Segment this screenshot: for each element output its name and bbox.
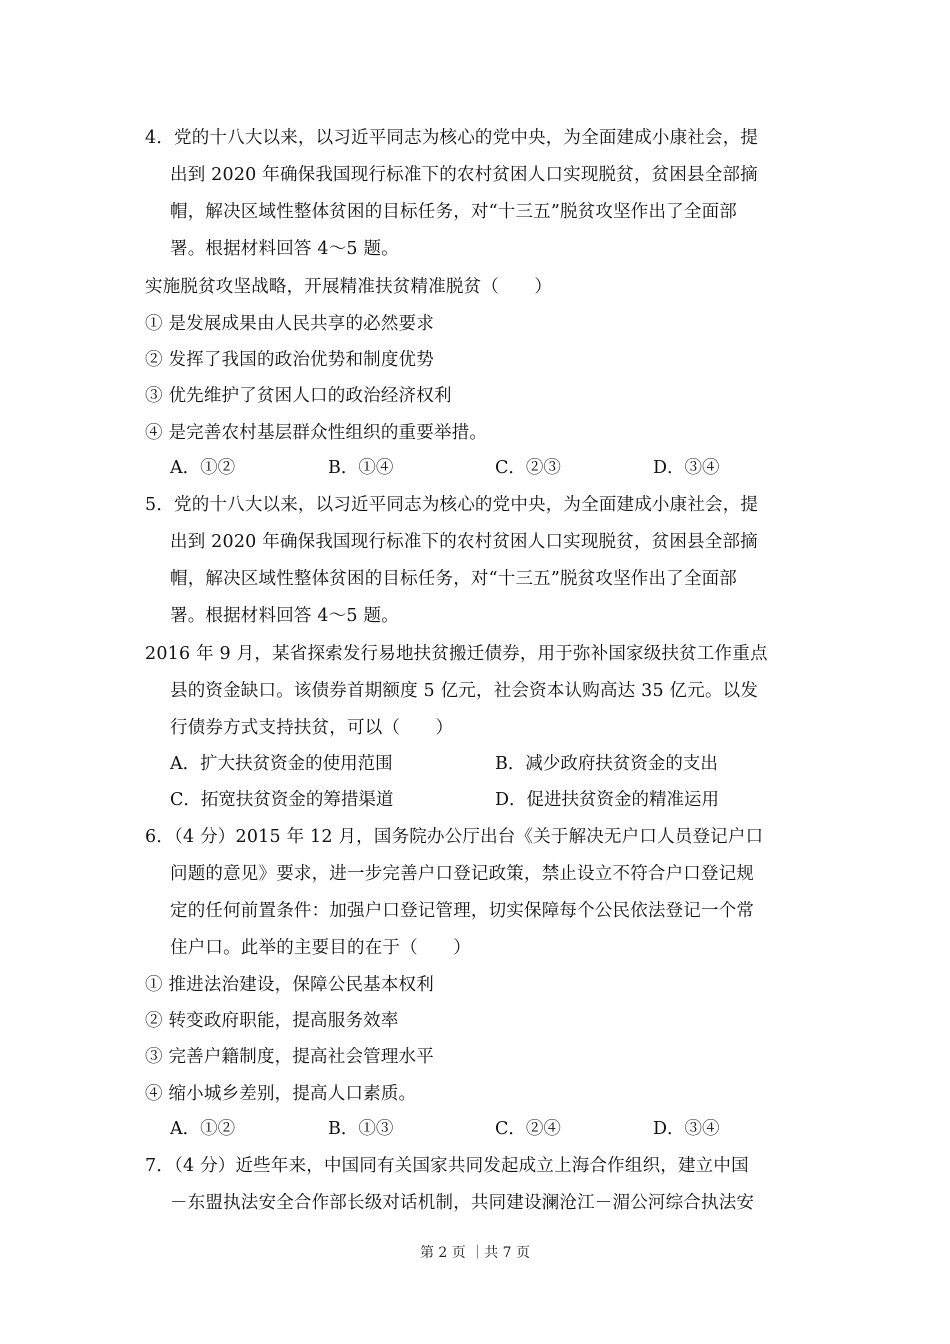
q4-item-4: ④ 是完善农村基层群众性组织的重要举措。 [145,423,488,443]
q5-option-d: D．促进扶贫资金的精准运用 [495,790,720,810]
q7-stem-line-2: －东盟执法安全合作部长级对话机制，共同建设澜沧江－湄公河综合执法安 [170,1193,755,1213]
q5-question-line-2: 县的资金缺口。该债券首期额度 5 亿元，社会资本认购高达 35 亿元。以发 [170,681,759,701]
q4-option-c: C．②③ [495,458,561,478]
page-footer: 第 2 页 ｜共 7 页 [419,1245,531,1261]
q4-option-d: D．③④ [653,458,720,478]
q5-stem-line-3: 帽，解决区域性整体贫困的目标任务，对“十三五”脱贫攻坚作出了全面部 [170,569,737,589]
q6-option-a: A．①② [170,1119,236,1139]
q5-stem-line-4: 署。根据材料回答 4～5 题。 [170,606,399,626]
q6-stem-line-4: 住户口。此举的主要目的在于（ ） [170,938,471,958]
q4-item-2: ② 发挥了我国的政治优势和制度优势 [145,350,434,370]
q4-option-a: A．①② [170,458,236,478]
q4-stem-line-4: 署。根据材料回答 4～5 题。 [170,239,399,259]
q4-stem-line-2: 出到 2020 年确保我国现行标准下的农村贫困人口实现脱贫，贫困县全部摘 [170,165,758,185]
q5-option-b: B．减少政府扶贫资金的支出 [495,754,718,774]
q6-item-3: ③ 完善户籍制度，提高社会管理水平 [145,1047,434,1067]
q6-option-c: C．②④ [495,1119,561,1139]
q6-item-1: ① 推进法治建设，保障公民基本权利 [145,975,434,995]
q5-option-a: A．扩大扶贫资金的使用范围 [170,754,393,774]
q4-stem-line-1: 4．党的十八大以来，以习近平同志为核心的党中央，为全面建成小康社会，提 [145,128,759,148]
q6-stem-line-1: 6．（4 分）2015 年 12 月，国务院办公厅出台《关于解决无户口人员登记户口 [145,827,764,847]
q6-stem-line-2: 问题的意见》要求，进一步完善户口登记政策，禁止设立不符合户口登记规 [170,864,755,884]
q5-question-line-1: 2016 年 9 月，某省探索发行易地扶贫搬迁债券，用于弥补国家级扶贫工作重点 [145,644,768,664]
q6-option-d: D．③④ [653,1119,720,1139]
q6-item-2: ② 转变政府职能，提高服务效率 [145,1011,399,1031]
q4-question: 实施脱贫攻坚战略，开展精准扶贫精准脱贫（ ） [145,277,553,297]
q7-stem-line-1: 7．（4 分）近些年来，中国同有关国家共同发起成立上海合作组织，建立中国 [145,1156,749,1176]
q6-option-b: B．①③ [328,1119,394,1139]
q4-option-b: B．①④ [328,458,394,478]
q5-question-line-3: 行债券方式支持扶贫，可以（ ） [170,718,454,738]
q5-option-c: C．拓宽扶贫资金的筹措渠道 [170,790,394,810]
q5-stem-line-2: 出到 2020 年确保我国现行标准下的农村贫困人口实现脱贫，贫困县全部摘 [170,532,758,552]
q4-item-3: ③ 优先维护了贫困人口的政治经济权利 [145,386,452,406]
q5-stem-line-1: 5．党的十八大以来，以习近平同志为核心的党中央，为全面建成小康社会，提 [145,495,759,515]
q4-stem-line-3: 帽，解决区域性整体贫困的目标任务，对“十三五”脱贫攻坚作出了全面部 [170,202,737,222]
q6-stem-line-3: 定的任何前置条件：加强户口登记管理，切实保障每个公民依法登记一个常 [170,901,755,921]
q6-item-4: ④ 缩小城乡差别，提高人口素质。 [145,1084,417,1104]
q4-item-1: ① 是发展成果由人民共享的必然要求 [145,314,434,334]
